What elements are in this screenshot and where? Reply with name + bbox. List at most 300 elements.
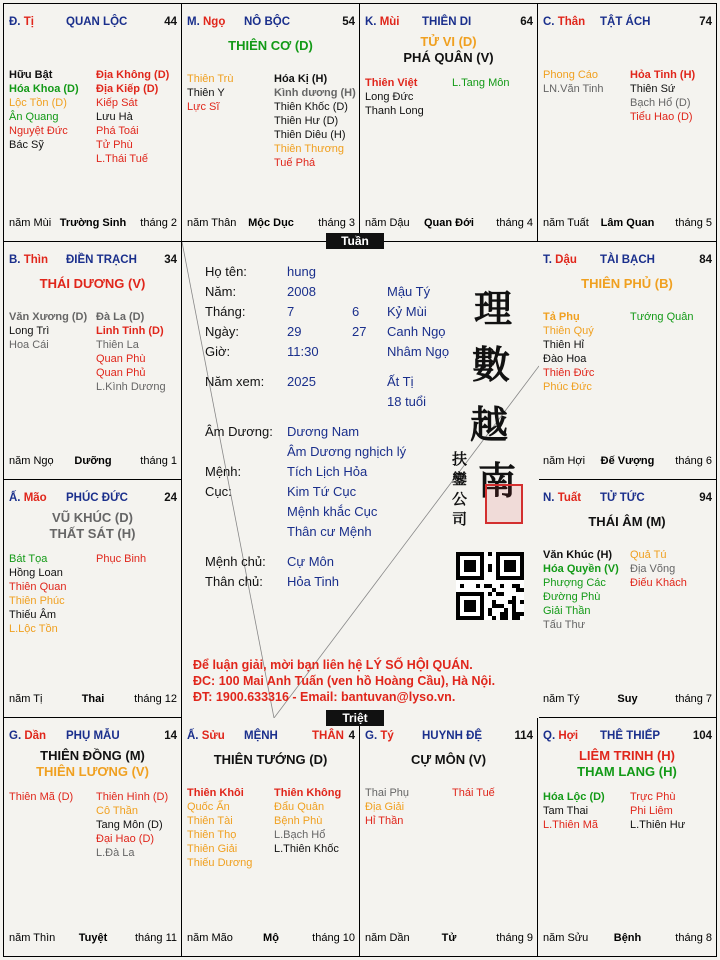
menh-value: Tích Lịch Hỏa xyxy=(287,464,368,479)
palace-footer xyxy=(543,931,712,945)
palace-name: THÊ THIẾP xyxy=(600,730,661,742)
palace-dau[interactable] xyxy=(538,242,716,480)
palace-name: PHỤ MẪU xyxy=(66,730,120,742)
year-can: Mậu Tý xyxy=(387,284,431,299)
palace-month: tháng 5 xyxy=(675,217,712,229)
minor-star: Tam Thai xyxy=(543,805,589,817)
chi-label: Ngọ xyxy=(202,16,226,28)
view-year-value: 2025 xyxy=(287,374,316,389)
minor-star: Tang Môn (D) xyxy=(96,819,163,831)
major-star: THÁI DƯƠNG (V) xyxy=(39,276,146,291)
minor-star: Kiếp Sát xyxy=(96,97,138,109)
minor-star: L.Thái Tuế xyxy=(96,153,148,165)
life-stage: Suy xyxy=(617,693,638,705)
palace-month: tháng 8 xyxy=(675,932,712,944)
palace-number: 74 xyxy=(699,16,712,28)
palace-month: tháng 10 xyxy=(312,932,355,944)
major-star: TỬ VI (D) xyxy=(420,34,477,49)
major-star: VŨ KHÚC (D) xyxy=(52,510,133,525)
life-stage: Đế Vượng xyxy=(600,455,655,467)
can-label: Đ. xyxy=(9,16,21,28)
minor-star: Quan Phù xyxy=(96,353,146,365)
minor-star: Hồng Loan xyxy=(9,567,63,579)
palace-footer xyxy=(543,454,712,468)
star-column xyxy=(96,552,146,566)
contact-line-1: Để luận giải, mời bạn liên hệ LÝ SỐ HỘI QUÁN. xyxy=(193,658,473,672)
star-column xyxy=(9,310,87,352)
star-column xyxy=(187,786,252,870)
chi-label: Tuất xyxy=(557,492,582,504)
palace-footer xyxy=(187,216,355,230)
palace-header xyxy=(9,491,177,505)
palace-name: QUAN LỘC xyxy=(66,16,128,28)
can-label: B. xyxy=(9,254,21,266)
age-value: 18 tuổi xyxy=(387,394,427,409)
palace-header xyxy=(9,253,177,267)
minor-star: Văn Khúc (H) xyxy=(543,549,613,561)
chi-label: Thân xyxy=(557,16,586,28)
life-stage: Bệnh xyxy=(613,932,642,944)
palace-year: năm Sửu xyxy=(543,932,589,944)
minor-star: Thiên Diêu (H) xyxy=(274,129,346,141)
palace-dan[interactable] xyxy=(4,718,182,956)
minor-star: Thiên Khốc (D) xyxy=(274,101,348,113)
palace-ti[interactable] xyxy=(4,4,182,242)
palace-header xyxy=(543,491,712,505)
can-label: M. xyxy=(187,16,200,28)
tuan-tag: Tuần xyxy=(326,233,384,249)
palace-header xyxy=(187,729,355,743)
chi-label: Mùi xyxy=(379,16,400,28)
palace-header xyxy=(543,253,712,267)
palace-name: PHÚC ĐỨC xyxy=(66,492,128,504)
minor-star: Hoa Cái xyxy=(9,339,49,351)
center-panel xyxy=(182,242,539,718)
minor-star: L.Thiên Khốc xyxy=(274,843,339,855)
star-column xyxy=(452,786,495,800)
thanchu-value: Hỏa Tinh xyxy=(287,574,340,589)
major-star: LIÊM TRINH (H) xyxy=(578,748,676,763)
minor-star: Thiên Hư (D) xyxy=(274,115,339,127)
minor-star: Hỏa Tinh (H) xyxy=(630,69,696,81)
palace-number: 94 xyxy=(699,492,712,504)
palace-than[interactable] xyxy=(538,4,716,242)
life-stage: Mộ xyxy=(263,932,279,944)
life-stage: Trường Sinh xyxy=(59,217,127,229)
star-column xyxy=(365,786,409,828)
logo-char-1: 理 xyxy=(474,286,513,331)
palace-month: tháng 2 xyxy=(140,217,177,229)
can-label: T. xyxy=(543,254,552,266)
cuc-value: Kim Tứ Cục xyxy=(287,484,357,499)
palace-year: năm Tuất xyxy=(543,217,589,229)
life-stage: Thai xyxy=(81,693,105,705)
star-column xyxy=(9,68,79,152)
menhchu-label: Mệnh chủ: xyxy=(205,554,266,569)
palace-year: năm Hợi xyxy=(543,455,586,467)
palace-month: tháng 4 xyxy=(496,217,533,229)
month-label: Tháng: xyxy=(205,304,246,319)
palace-year: năm Dậu xyxy=(365,217,410,229)
minor-star: Lưu Hà xyxy=(96,111,133,123)
chi-label: Tị xyxy=(23,16,34,28)
view-year-label: Năm xem: xyxy=(205,374,265,389)
minor-star: L.Thiên Mã xyxy=(543,819,599,831)
minor-star: Hóa Quyền (V) xyxy=(543,563,619,575)
palace-footer xyxy=(543,692,712,706)
palace-year: năm Mão xyxy=(187,932,233,944)
triet-tag: Triệt xyxy=(326,710,384,726)
palace-name: MỆNH xyxy=(244,730,278,742)
year-label: Năm: xyxy=(205,284,237,299)
palace-name: NÔ BỘC xyxy=(244,16,290,28)
day-lunar: 27 xyxy=(352,324,367,339)
amduong-value: Dương Nam xyxy=(287,424,360,439)
contact-line-2: ĐC: 100 Mai Anh Tuấn (ven hồ Hoàng Cầu), Hà Nội. xyxy=(193,674,496,688)
logo-small-3: 公 xyxy=(452,490,468,508)
star-column xyxy=(274,786,341,856)
palace-name: TỬ TỨC xyxy=(600,492,645,504)
day-solar: 29 xyxy=(287,324,302,339)
year-value: 2008 xyxy=(287,284,316,299)
palace-footer xyxy=(9,931,177,945)
minor-star: Điếu Khách xyxy=(630,577,687,589)
minor-star: Văn Xương (D) xyxy=(9,311,88,323)
palace-number: 4 xyxy=(348,730,355,742)
minor-star: Hóa Lộc (D) xyxy=(543,791,605,803)
life-stage: Quan Đới xyxy=(424,217,474,229)
thanchu-label: Thân chủ: xyxy=(205,574,263,589)
palace-number: 114 xyxy=(514,730,533,742)
logo-char-4: 南 xyxy=(478,458,517,503)
star-column xyxy=(452,76,509,90)
palace-month: tháng 3 xyxy=(318,217,355,229)
minor-star: Thiên Việt xyxy=(365,77,418,89)
life-stage: Dưỡng xyxy=(74,455,112,467)
minor-star: Quả Tú xyxy=(630,549,667,561)
hour-can: Nhâm Ngọ xyxy=(387,344,450,359)
star-column xyxy=(9,552,66,636)
minor-star: Hóa Khoa (D) xyxy=(9,83,79,95)
palace-suu[interactable] xyxy=(182,718,360,956)
minor-star: Địa Không (D) xyxy=(96,69,170,81)
minor-star: Hóa Kị (H) xyxy=(274,73,328,85)
minor-star: Thiên Sứ xyxy=(630,83,676,95)
amduong-note: Âm Dương nghịch lý xyxy=(287,444,407,459)
life-stage: Lâm Quan xyxy=(600,217,655,229)
star-column xyxy=(630,790,685,832)
star-column xyxy=(543,310,594,394)
amduong-label: Âm Dương: xyxy=(205,424,273,439)
logo-small-4: 司 xyxy=(452,510,468,528)
minor-star: Thiên Khôi xyxy=(187,787,244,799)
major-star: THIÊN ĐỒNG (M) xyxy=(40,748,145,763)
than-marker: THÂN xyxy=(312,730,344,742)
major-star: PHÁ QUÂN (V) xyxy=(403,50,494,65)
minor-star: Tiểu Hao (D) xyxy=(630,111,693,123)
palace-header xyxy=(9,729,177,743)
palace-number: 34 xyxy=(164,254,177,266)
palace-name: THIÊN DI xyxy=(422,16,472,28)
month-can: Kỷ Mùi xyxy=(387,304,427,319)
minor-star: Bạch Hổ (D) xyxy=(630,97,691,109)
minor-star: Tấu Thư xyxy=(543,619,586,631)
can-label: N. xyxy=(543,492,555,504)
major-star: THẤT SÁT (H) xyxy=(49,526,136,541)
minor-star: Phượng Các xyxy=(543,577,606,589)
chi-label: Dậu xyxy=(555,254,577,266)
cuc-note-1: Mệnh khắc Cục xyxy=(287,504,378,519)
palace-year: năm Tị xyxy=(9,693,43,705)
palace-name: ĐIỀN TRẠCH xyxy=(66,254,137,266)
minor-star: Đường Phù xyxy=(543,591,601,603)
palace-number: 54 xyxy=(342,16,355,28)
minor-star: Phong Cáo xyxy=(543,69,599,81)
palace-header xyxy=(187,15,355,29)
palace-number: 84 xyxy=(699,254,712,266)
minor-star: Lộc Tồn (D) xyxy=(9,97,67,109)
minor-star: Long Trì xyxy=(9,325,50,337)
minor-star: L.Tang Môn xyxy=(452,77,510,89)
can-label: C. xyxy=(543,16,555,28)
minor-star: Đà La (D) xyxy=(96,311,145,323)
major-star: CỰ MÔN (V) xyxy=(410,752,487,767)
minor-star: Linh Tinh (D) xyxy=(96,325,164,337)
major-star: THÁI ÂM (M) xyxy=(588,514,666,529)
palace-year: năm Ngọ xyxy=(9,455,54,467)
minor-star: Tử Phù xyxy=(96,139,133,151)
month-solar: 7 xyxy=(287,304,295,319)
star-column xyxy=(96,310,166,394)
palace-month: tháng 9 xyxy=(496,932,533,944)
minor-star: Thiên Thọ xyxy=(187,829,237,841)
minor-star: Đại Hao (D) xyxy=(96,833,155,845)
minor-star: Phúc Đức xyxy=(543,381,592,393)
minor-star: Cô Thần xyxy=(96,805,138,817)
palace-footer xyxy=(543,216,712,230)
logo-small-1: 扶 xyxy=(452,450,468,468)
star-column xyxy=(630,310,694,324)
palace-header xyxy=(365,15,533,29)
minor-star: Nguyệt Đức xyxy=(9,125,68,137)
logo-small-2: 鑾 xyxy=(452,470,468,488)
day-label: Ngày: xyxy=(205,324,239,339)
minor-star: Thiên Quý xyxy=(543,325,594,337)
major-star: THIÊN CƠ (D) xyxy=(228,38,313,53)
chi-label: Dần xyxy=(24,730,47,742)
palace-number: 44 xyxy=(164,16,177,28)
logo-char-3: 越 xyxy=(470,402,509,447)
minor-star: Trực Phù xyxy=(630,791,676,803)
star-column xyxy=(543,68,604,96)
minor-star: Đào Hoa xyxy=(543,353,587,365)
view-year-can: Ất Tị xyxy=(387,374,414,389)
minor-star: Giải Thần xyxy=(543,605,591,617)
palace-year: năm Tý xyxy=(543,693,580,705)
palace-number: 14 xyxy=(164,730,177,742)
star-column xyxy=(365,76,424,118)
hour-value: 11:30 xyxy=(287,344,319,359)
chi-label: Hợi xyxy=(558,730,579,742)
minor-star: Địa Giải xyxy=(365,801,405,813)
star-column xyxy=(96,68,169,166)
palace-year: năm Thìn xyxy=(9,932,56,944)
palace-name: TÀI BẠCH xyxy=(600,254,655,266)
minor-star: Thiên Thương xyxy=(274,143,345,155)
major-star: THAM LANG (H) xyxy=(577,764,677,779)
minor-star: Thai Phụ xyxy=(365,787,410,799)
minor-star: L.Kình Dương xyxy=(96,381,166,393)
minor-star: Địa Võng xyxy=(630,563,676,575)
palace-number: 104 xyxy=(692,730,712,742)
palace-header xyxy=(543,15,712,29)
palace-year: năm Dần xyxy=(365,932,410,944)
minor-star: Thiên Mã (D) xyxy=(9,791,74,803)
star-column xyxy=(9,790,73,804)
minor-star: Hữu Bật xyxy=(9,69,53,81)
minor-star: Long Đức xyxy=(365,91,414,103)
minor-star: Thiên Không xyxy=(274,787,342,799)
minor-star: Thiên La xyxy=(96,339,139,351)
palace-year: năm Thân xyxy=(187,217,237,229)
minor-star: Thiếu Dương xyxy=(187,857,253,869)
palace-month: tháng 7 xyxy=(675,693,712,705)
logo-char-2: 數 xyxy=(472,342,511,387)
major-star: THIÊN PHỦ (B) xyxy=(581,276,673,291)
cuc-note-2: Thân cư Mệnh xyxy=(287,524,372,539)
palace-header xyxy=(9,15,177,29)
life-stage: Tử xyxy=(441,932,457,944)
life-stage: Mộc Dục xyxy=(248,217,294,229)
minor-star: Phá Toái xyxy=(96,125,139,137)
minor-star: LN.Văn Tinh xyxy=(543,83,604,95)
cuc-label: Cục: xyxy=(205,484,232,499)
chi-label: Thìn xyxy=(23,254,48,266)
can-label: Ấ. xyxy=(187,730,199,742)
star-column xyxy=(630,68,695,124)
minor-star: Quốc Ấn xyxy=(187,801,230,813)
menh-label: Mệnh: xyxy=(205,464,242,479)
can-label: Q. xyxy=(543,730,556,742)
palace-header xyxy=(543,729,712,743)
palace-ngo[interactable] xyxy=(182,4,360,242)
minor-star: Kình dương (H) xyxy=(274,87,356,99)
palace-name: TẬT ÁCH xyxy=(600,16,651,28)
name-label: Họ tên: xyxy=(205,264,247,279)
palace-mao[interactable] xyxy=(4,480,182,718)
palace-footer xyxy=(9,216,177,230)
minor-star: Bệnh Phù xyxy=(274,815,323,827)
minor-star: Thiếu Âm xyxy=(9,609,57,621)
can-label: K. xyxy=(365,16,377,28)
minor-star: Lực Sĩ xyxy=(187,101,220,113)
palace-month: tháng 12 xyxy=(134,693,177,705)
chi-label: Mão xyxy=(23,492,47,504)
palace-month: tháng 1 xyxy=(140,455,177,467)
palace-mui[interactable] xyxy=(360,4,538,242)
contact-line-3[interactable]: ĐT: 1900.633316 - Email: bantuvan@lyso.vn. xyxy=(193,690,456,704)
minor-star: Thái Tuế xyxy=(452,787,495,799)
palace-hoi[interactable] xyxy=(538,718,716,956)
minor-star: Tuế Phá xyxy=(274,157,316,169)
minor-star: Thiên Trù xyxy=(187,73,234,85)
minor-star: L.Thiên Hư xyxy=(630,819,686,831)
palace-footer xyxy=(365,931,533,945)
star-column xyxy=(274,72,356,170)
star-column xyxy=(187,72,233,114)
star-column xyxy=(630,548,687,590)
minor-star: Phục Binh xyxy=(96,553,147,565)
palace-footer xyxy=(187,931,355,945)
minor-star: L.Bạch Hổ xyxy=(274,829,326,841)
minor-star: Bát Tọa xyxy=(9,553,48,565)
star-column xyxy=(543,790,605,832)
minor-star: Tướng Quân xyxy=(630,311,694,323)
major-star: THIÊN TƯỚNG (D) xyxy=(213,752,328,767)
palace-month: tháng 6 xyxy=(675,455,712,467)
star-column xyxy=(96,790,168,860)
palace-year: năm Mùi xyxy=(9,217,52,229)
palace-ty[interactable] xyxy=(360,718,538,956)
palace-footer xyxy=(9,454,177,468)
minor-star: Thiên Đức xyxy=(543,367,595,379)
palace-header xyxy=(365,729,533,743)
can-label: G. xyxy=(365,730,378,742)
minor-star: Ân Quang xyxy=(9,111,59,123)
palace-name: HUYNH ĐỆ xyxy=(422,730,483,742)
minor-star: Đẩu Quân xyxy=(274,801,325,813)
minor-star: Bác Sỹ xyxy=(9,139,44,151)
palace-thin[interactable] xyxy=(4,242,182,480)
can-label: G. xyxy=(9,730,22,742)
minor-star: Thanh Long xyxy=(365,105,424,117)
palace-tuat[interactable] xyxy=(538,480,716,718)
minor-star: Thiên Tài xyxy=(187,815,233,827)
chi-label: Tý xyxy=(380,730,394,742)
hour-label: Giờ: xyxy=(205,344,231,359)
minor-star: Tả Phụ xyxy=(543,311,580,323)
minor-star: Thiên Hình (D) xyxy=(96,791,169,803)
major-star: THIÊN LƯƠNG (V) xyxy=(36,764,149,779)
minor-star: L.Lộc Tồn xyxy=(9,623,58,635)
minor-star: Hỉ Thần xyxy=(365,815,404,827)
can-label: Ấ. xyxy=(9,492,21,504)
chi-label: Sửu xyxy=(201,730,225,742)
name-value: hung xyxy=(287,264,316,279)
minor-star: Quan Phủ xyxy=(96,367,146,379)
palace-footer xyxy=(9,692,177,706)
life-stage: Tuyệt xyxy=(78,932,108,944)
minor-star: Phi Liêm xyxy=(630,805,673,817)
palace-month: tháng 11 xyxy=(134,932,177,944)
palace-number: 24 xyxy=(164,492,177,504)
minor-star: Thiên Hỉ xyxy=(543,339,584,351)
red-seal-stamp xyxy=(485,484,523,524)
qr-code[interactable] xyxy=(456,552,524,620)
minor-star: Thiên Quan xyxy=(9,581,67,593)
star-column xyxy=(543,548,619,632)
minor-star: Địa Kiếp (D) xyxy=(96,83,159,95)
palace-footer xyxy=(365,216,533,230)
day-can: Canh Ngọ xyxy=(387,324,446,339)
palace-number: 64 xyxy=(520,16,533,28)
minor-star: Thiên Y xyxy=(187,87,225,99)
minor-star: Thiên Phúc xyxy=(9,595,65,607)
month-lunar: 6 xyxy=(352,304,360,319)
chart-grid xyxy=(3,3,717,957)
minor-star: Thiên Giải xyxy=(187,843,238,855)
menhchu-value: Cự Môn xyxy=(287,554,334,569)
